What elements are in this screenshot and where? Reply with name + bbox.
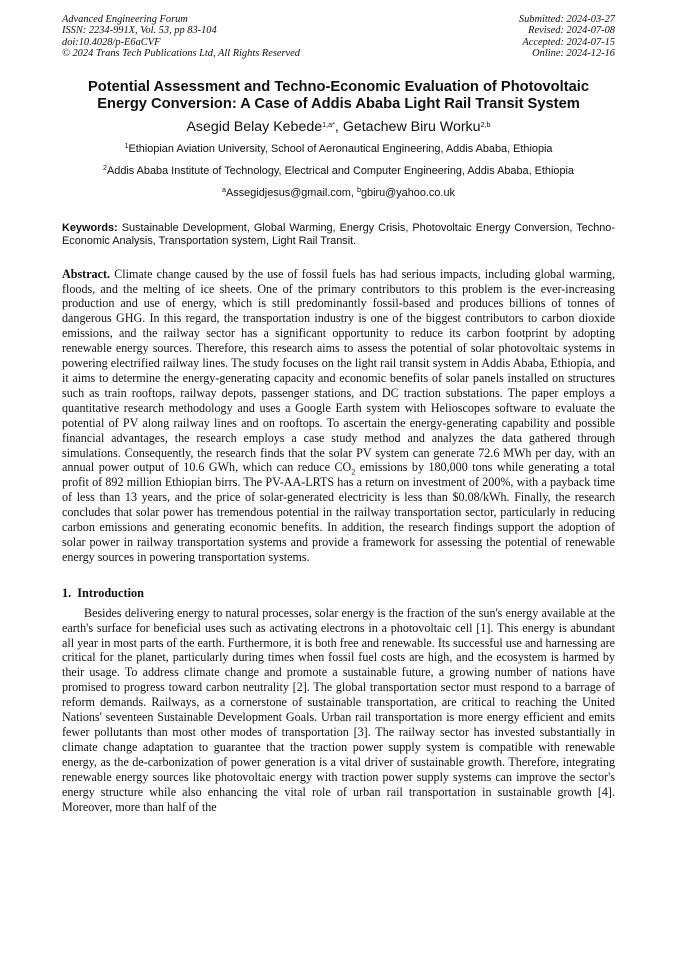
abstract-text: Climate change caused by the use of fossil fuels has had serious impacts, including global warming, floods, and the melting of ice sheets. One of the primary contributors to this problem is the ever-increasing production and use of energy, which is still predominantly fossil-based and produces billions of tonnes of dangerous GHG. In this regard, the transportation industry is one of the biggest contributors to carbon dioxide emissions, and the railway sector has a significant opportunity to reduce its carbon footprint by adopting renewable energy sources. Therefore, this research aims to assess the potential of solar photovoltaic systems in powering electrified railway lines. The study focuses on the light rail transit system in Addis Ababa, Ethiopia, and it aims to determine the energy-generating capacity and economic benefits of solar panels installed on structures such as train rooftops, railway depots, passenger stations, and DC traction substations. The paper employs a quantitative research methodology and uses a Google Earth system with Helioscopes software to evaluate the potential of PV along railway lines and on rooftops. To ascertain the energy-generating capability and possible financial advantages, the research employs a case study method and analyzes the data gathered through simulations. Consequently, the research finds that the solar PV system can generate 72.6 MWh per day, with an annual power output of 10.6 GWh, which can reduce CO: [62, 266, 615, 475]
email-link[interactable]: gbiru@yahoo.co.uk: [360, 186, 455, 199]
email-marker: b: [356, 184, 361, 194]
date-revised: Revised: 2024-07-08: [528, 25, 615, 37]
author-name: Getachew Biru Worku: [342, 118, 481, 135]
email-link[interactable]: Assegidjesus@gmail.com: [226, 186, 351, 199]
abstract-subscript: 2: [351, 467, 356, 477]
author-list: [62, 119, 615, 136]
affiliation-2: [62, 162, 615, 178]
journal-header: [62, 14, 615, 60]
journal-issn: ISSN: 2234-991X, Vol. 53, pp 83-104: [62, 25, 217, 37]
author-name: Asegid Belay Kebede: [186, 118, 323, 135]
section-title: Introduction: [77, 585, 144, 600]
paper-page: [62, 14, 615, 814]
copyright: © 2024 Trans Tech Publications Ltd, All Rights Reserved: [62, 48, 300, 60]
author-affiliation-marker: 1,a*: [322, 119, 335, 129]
keywords-text: Sustainable Development, Global Warming, Energy Crisis, Photovoltaic Energy Conversion, Techno-Economic Analysis, Transportation system, Light Rail Transit.: [62, 221, 615, 247]
email-marker: a: [222, 184, 227, 194]
date-accepted: Accepted: 2024-07-15: [522, 36, 615, 48]
keywords-label: Keywords:: [62, 221, 118, 234]
paper-title: [62, 79, 615, 114]
title-line-1: Potential Assessment and Techno-Economic Evaluation of Photovoltaic: [87, 78, 590, 95]
affiliation-marker: 1: [124, 140, 129, 150]
affiliation-marker: 2: [103, 162, 107, 172]
email-separator: ,: [350, 186, 357, 199]
author-emails: [62, 184, 615, 200]
journal-info: [62, 14, 300, 60]
title-line-2: Energy Conversion: A Case of Addis Ababa Light Rail Transit System: [97, 96, 580, 113]
author-affiliation-marker: 2,b: [480, 119, 491, 129]
body-paragraph: Besides delivering energy to natural processes, solar energy is the fraction of the sun's energy available at the earth's surface for beneficial uses such as activating electrons in a photovoltaic cell [1]. This energy is abundant all year in most parts of the earth. Furthermore, it is both free and renewable. Its successful use and harnessing are critical for the planet, particularly during times when fossil fuel costs are high, and the ecosystem is harmed by their usage. To address climate change and promote a sustainable future, a growing number of nations have promised to progress toward carbon neutrality [2]. The global transportation sector must respond to a barrage of reform demands. Railways, as a cornerstone of sustainable transportation, are critical to reaching the United Nations' seventeen Sustainable Development Goals. Urban rail transportation is more energy efficient and emits fewer pollutants than most other modes of transportation [3]. The railway sector has invested substantially in climate change adaptation to guarantee that the traction power supply system is compatible with renewable energy, as the de-carbonization of power generation is a vital driver of sustainable growth. Therefore, integrating renewable energy sources like photovoltaic energy with traction power supply systems can improve the sector's energy structure while also enhancing the vital role of urban rail transportation in sustainable growth [4]. Moreover, more than half of the: [62, 605, 615, 814]
affiliation-text: Addis Ababa Institute of Technology, Electrical and Computer Engineering, Addis Ababa, Ethiopia: [107, 164, 574, 177]
publication-dates: [519, 14, 615, 60]
date-submitted: Submitted: 2024-03-27: [518, 14, 615, 25]
affiliation-text: Ethiopian Aviation University, School of Aeronautical Engineering, Addis Ababa, Ethiopia: [128, 142, 553, 155]
author-separator: ,: [334, 118, 343, 135]
affiliation-1: [62, 140, 615, 156]
abstract-label: Abstract.: [62, 266, 111, 281]
section-heading: [62, 586, 615, 601]
abstract-text-continued: emissions by 180,000 tons while generating a total profit of 892 million Ethiopian birrs. The PV-AA-LRTS has a return on investment of 200%, with a payback time of less than 13 years, and the price of solar-generated electricity is less than $0.08/kWh. Finally, the research concludes that solar power has tremendous potential in the railway transportation sector, particularly in reducing carbon emissions and generating economic benefits. In addition, the research findings support the adoption of solar power in railway transportation systems and provide a framework for assessing the potential of renewable energy sources in powering transportation systems.: [62, 460, 615, 564]
date-online: Online: 2024-12-16: [532, 48, 615, 60]
journal-name: Advanced Engineering Forum: [62, 14, 188, 25]
section-number: 1.: [62, 585, 72, 600]
abstract: [62, 267, 615, 565]
keywords: [62, 222, 615, 248]
doi[interactable]: doi:10.4028/p-E6aCVF: [62, 36, 161, 48]
